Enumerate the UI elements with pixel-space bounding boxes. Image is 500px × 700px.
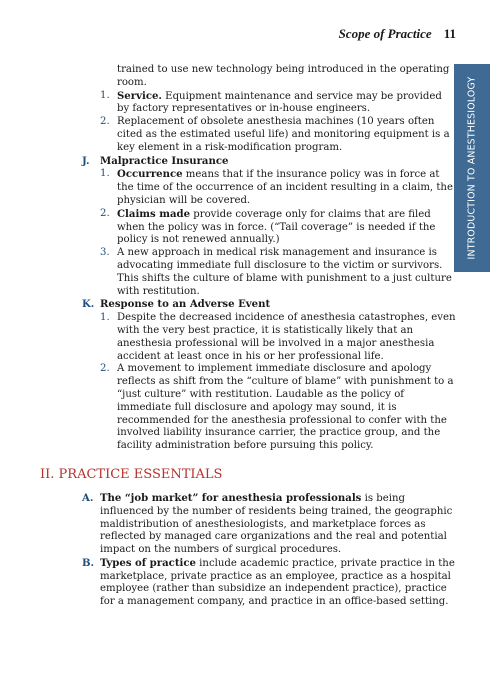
list-item	[82, 557, 456, 609]
item-text: A new approach in medical risk management and insurance is advocating immediate full disclosure to the victim or survivors. This shifts the culture of blame with punishment to a just culture with restitution.	[117, 247, 452, 297]
item-bold-term: Claims made	[117, 207, 191, 220]
subsection-marker: A.	[82, 491, 94, 504]
subsection-heading-j	[82, 155, 456, 169]
item-text: include academic practice, private practice in the marketplace, private practice as an employee, practice as a hospital employee (rather than subsidize an independent practice), practice for a management company, and practice in an office-based setting.	[100, 557, 455, 608]
item-text: provide coverage only for claims that are filed when the policy was in force. (“Tail coverage” is needed if the policy is not renewed annually.)	[117, 208, 436, 246]
subsection-heading-k	[82, 298, 456, 312]
list-item	[82, 492, 456, 557]
item-bold-term: Occurrence	[117, 168, 183, 181]
item-bold-term: The “job market” for anesthesia professionals	[100, 491, 362, 504]
list-item	[82, 312, 456, 363]
list-item	[82, 247, 456, 298]
subsection-marker: B.	[82, 556, 95, 569]
item-text: Replacement of obsolete anesthesia machines (10 years often cited as the estimated useful life) and monitoring equipment is a key element in a risk-modification program.	[117, 116, 450, 153]
item-bold-term: Types of practice	[100, 556, 196, 569]
running-header	[339, 26, 456, 42]
list-item	[82, 116, 456, 154]
list-item	[82, 168, 456, 207]
list-item	[82, 208, 456, 247]
item-text: Despite the decreased incidence of anesthesia catastrophes, even with the very best practice, it is statistically likely that an anesthesia professional will be involved in a major anesthesia accident at least once in his or her professional life.	[117, 312, 456, 362]
subsection-marker: K.	[82, 298, 95, 311]
subsection-title: Malpractice Insurance	[100, 154, 229, 167]
list-item	[82, 363, 456, 453]
running-title: Scope of Practice	[338, 26, 432, 41]
section-heading-practice-essentials: II. PRACTICE ESSENTIALS	[40, 466, 223, 482]
subsection-marker: J.	[82, 154, 90, 167]
list-marker: 3.	[100, 247, 110, 259]
list-marker: 2.	[100, 116, 110, 128]
list-marker: 1.	[100, 168, 110, 180]
page-body	[40, 64, 456, 609]
list-marker: 1.	[100, 312, 110, 324]
item-text: means that if the insurance policy was in force at the time of the occurrence of an incident resulting in a claim, the physician will be covered.	[117, 169, 453, 206]
item-text: is being influenced by the number of residents being trained, the geographic maldistribution of anesthesiologists, and marketplace forces as reflected by managed care organizations and the real and potential impact on the numbers of surgical procedures.	[100, 492, 453, 556]
list-marker: 2.	[100, 363, 110, 375]
item-text: Equipment maintenance and service may be provided by factory representatives or in-house engineers.	[117, 90, 442, 115]
chapter-side-tab-label: INTRODUCTION TO ANESTHESIOLOGY	[466, 76, 478, 260]
continuation-text: trained to use new technology being introduced in the operating room.	[117, 64, 450, 88]
list-marker: 1.	[100, 89, 110, 101]
chapter-side-tab	[454, 64, 490, 272]
list-item	[82, 90, 456, 117]
item-bold-term: Service.	[117, 89, 162, 102]
item-text: A movement to implement immediate disclosure and apology reflects as shift from the “culture of blame” with punishment to a “just culture” with restitution. Laudable as the policy of immediate full disclosure and apology may sound, it is recommended for the anesthesia professional to confer with the involved liability insurance carrier, the practice group, and the facility administration before pursuing this policy.	[117, 363, 454, 452]
list-marker: 2.	[100, 207, 110, 219]
subsection-title: Response to an Adverse Event	[100, 298, 271, 311]
page-number: 11	[443, 26, 456, 41]
